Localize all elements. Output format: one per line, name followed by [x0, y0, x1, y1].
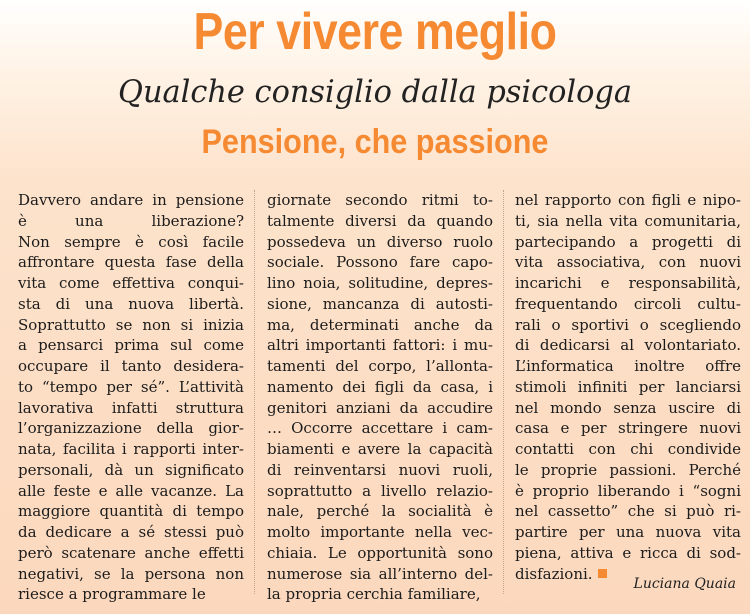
column-divider: [503, 190, 504, 594]
text-line: lavorativa infatti struttura: [18, 398, 244, 417]
text-line: alle feste e alle vacanze. La: [18, 481, 244, 500]
text-line: partecipando a progetti di: [515, 232, 741, 251]
text-line: le proprie passioni. Perché: [515, 460, 741, 479]
text-line: vita come effettiva conqui-: [18, 274, 244, 292]
text-line: riesce a programmare le: [18, 585, 206, 604]
text-line: occupare il tanto desidera-: [18, 357, 244, 375]
article-column-3: [515, 190, 741, 584]
text-line: tamenti del corpo, l’allonta-: [267, 357, 493, 375]
text-line: nale, perché la socialità è: [267, 502, 493, 521]
text-line: frequentando circoli cultu-: [515, 294, 741, 313]
text-line: ma, determinati anche da: [267, 315, 493, 334]
text-line: affrontare questa fase della: [18, 253, 244, 272]
text-line: to “tempo per sé”. L’attività: [18, 377, 244, 396]
text-line: di reinventarsi nuovi ruoli,: [267, 460, 493, 479]
end-of-article-mark: [598, 569, 607, 578]
text-line: sta di una nuova libertà.: [18, 294, 244, 313]
text-line: nel cassetto” che si può ri-: [515, 502, 741, 521]
text-line: sione, mancanza di autosti-: [267, 294, 493, 313]
text-line: incarichi e responsabilità,: [515, 274, 741, 292]
text-line: la propria cerchia familiare,: [267, 585, 481, 604]
text-line: però scatenare anche effetti: [18, 543, 244, 562]
text-line: maggiore quantità di tempo: [18, 502, 244, 521]
section-title: Pensione, che passione: [201, 123, 549, 161]
text-line: numerose sia all’interno del-: [267, 564, 493, 583]
column-divider: [254, 190, 255, 594]
article-author: Luciana Quaia: [633, 576, 736, 592]
text-line: talmente diversi da quando: [267, 211, 493, 230]
text-line: vita associativa, con nuovi: [515, 253, 741, 272]
text-line: casa e per stringere nuovi: [515, 419, 741, 438]
text-line: possedeva un diverso ruolo: [267, 232, 493, 251]
text-line: ti, sia nella vita comunitaria,: [515, 211, 741, 230]
text-line: l’organizzazione della gior-: [18, 419, 244, 438]
text-line: partire per una nuova vita: [515, 523, 741, 541]
text-line: a pensarci prima sul come: [18, 336, 244, 355]
text-line: personali, dà un significato: [18, 460, 244, 479]
text-line: … Occorre accettare i cam-: [267, 419, 493, 438]
text-line: nel rapporto con figli e nipo-: [515, 191, 741, 209]
text-line: nata, facilita i rapporti inter-: [18, 440, 244, 458]
text-line: genitori anziani da accudire: [267, 398, 493, 417]
text-line: namento dei figli da casa, i: [267, 377, 493, 396]
text-line: giornate secondo ritmi to-: [267, 191, 493, 209]
text-line: di dedicarsi al volontariato.: [515, 336, 741, 355]
text-line: disfazioni.: [515, 564, 741, 585]
text-line: contatti con chi condivide: [515, 440, 741, 458]
article-header: [0, 0, 750, 180]
text-line: chiaia. Le opportunità sono: [267, 543, 493, 562]
text-line: nel mondo senza uscire di: [515, 398, 741, 417]
page-subtitle: Qualche consiglio dalla psicologa: [118, 74, 632, 110]
text-line: Soprattutto se non si inizia: [18, 315, 244, 334]
text-line: è una liberazione?: [18, 211, 244, 230]
text-line: rali o sportivi o scegliendo: [515, 315, 741, 334]
text-line: da dedicare a sé stessi può: [18, 523, 244, 541]
text-line: lino noia, solitudine, depres-: [267, 274, 493, 292]
text-line: è proprio liberando i “sogni: [515, 481, 741, 500]
text-line: piena, attiva e ricca di sod-: [515, 543, 741, 562]
text-line: Davvero andare in pensione: [18, 191, 244, 209]
text-line: molto importante nella vec-: [267, 523, 493, 541]
article-column-1: [18, 190, 244, 605]
text-line: altri importanti fattori: i mu-: [267, 336, 493, 355]
text-line: negativi, se la persona non: [18, 564, 244, 583]
page-title: Per vivere meglio: [193, 3, 557, 61]
text-line: soprattutto a livello relazio-: [267, 481, 493, 500]
text-line: stimoli infiniti per lanciarsi: [515, 377, 741, 396]
text-line: biamenti e avere la capacità: [267, 440, 493, 458]
text-line: Non sempre è così facile: [18, 232, 244, 251]
text-line: L’informatica inoltre offre: [515, 357, 741, 375]
text-line: sociale. Possono fare capo-: [267, 253, 493, 272]
article-column-2: [267, 190, 493, 605]
